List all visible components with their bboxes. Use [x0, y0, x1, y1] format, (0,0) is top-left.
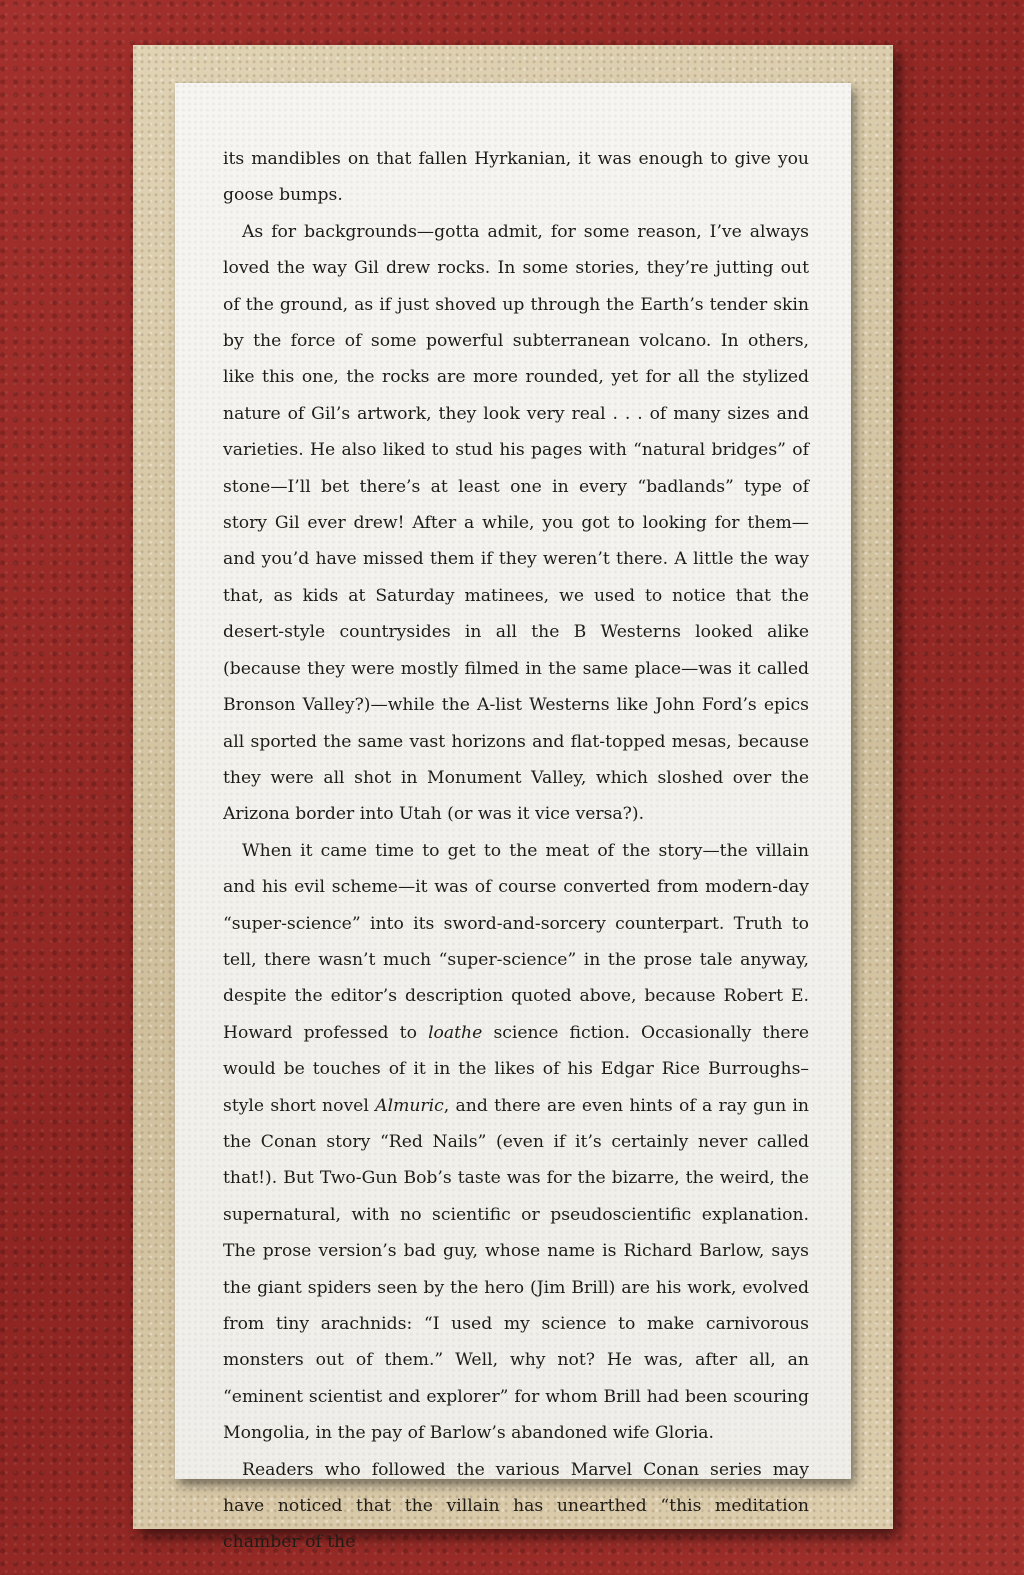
italic-loathe: loathe	[428, 1022, 483, 1043]
paragraph-3-part-c: , and there are even hints of a ray gun in the Conan story “Red Nails” (even if it’s certainly never called that!). But Two-Gun Bob’s taste was for the bizarre, the weird, the supernatural, with no scientific or pseudoscientific explanation. The prose version’s bad guy, whose name is Richard Barlow, says the giant spiders seen by the hero (Jim Brill) are his work, evolved from tiny arachnids: “I used my science to make carnivorous monsters out of them.” Well, why not? He was, after all, an “eminent scientist and explorer” for whom Brill had been scouring Mongolia, in the pay of Barlow’s abandoned wife Gloria.	[223, 1095, 809, 1444]
paragraph-2: As for backgrounds—gotta admit, for some reason, I’ve always loved the way Gil drew rocks. In some stories, they’re jutting out of the ground, as if just shoved up through the Earth’s tender skin by the force of some powerful subterranean volcano. In others, like this one, the rocks are more rounded, yet for all the stylized nature of Gil’s artwork, they look very real . . . of many sizes and varieties. He also liked to stud his pages with “natural bridges” of stone—I’ll bet there’s at least one in every “badlands” type of story Gil ever drew! After a while, you got to looking for them—and you’d have missed them if they weren’t there. A little the way that, as kids at Saturday matinees, we used to notice that the desert-style countrysides in all the B Westerns looked alike (because they were mostly filmed in the same place—was it called Bronson Valley?)—while the A-list Westerns like John Ford’s epics all sported the same vast horizons and flat-topped mesas, because they were all shot in Monument Valley, which sloshed over the Arizona border into Utah (or was it vice versa?).	[223, 221, 809, 825]
article-body	[223, 141, 809, 1561]
paragraph-1: its mandibles on that fallen Hyrkanian, it was enough to give you goose bumps.	[223, 149, 809, 206]
paragraph-3-part-a: When it came time to get to the meat of the story—the villain and his evil scheme—it was of course converted from modern-day “super-science” into its sword-and-sorcery counterpart. Truth to tell, there wasn’t much “super-science” in the prose tale anyway, despite the editor’s description quoted above, because Robert E. Howard professed to	[223, 840, 809, 1043]
paragraph-3	[223, 833, 809, 1452]
italic-almuric: Almuric	[375, 1095, 444, 1116]
paragraph-4: Readers who followed the various Marvel Conan series may have noticed that the villain has unearthed “this meditation chamber of the	[223, 1459, 809, 1553]
paragraph-3-part-b: science fiction. Occasionally there would be touches of it in the likes of his Edgar Rice Burroughs–style short novel	[223, 1022, 809, 1116]
text-page	[175, 83, 851, 1553]
